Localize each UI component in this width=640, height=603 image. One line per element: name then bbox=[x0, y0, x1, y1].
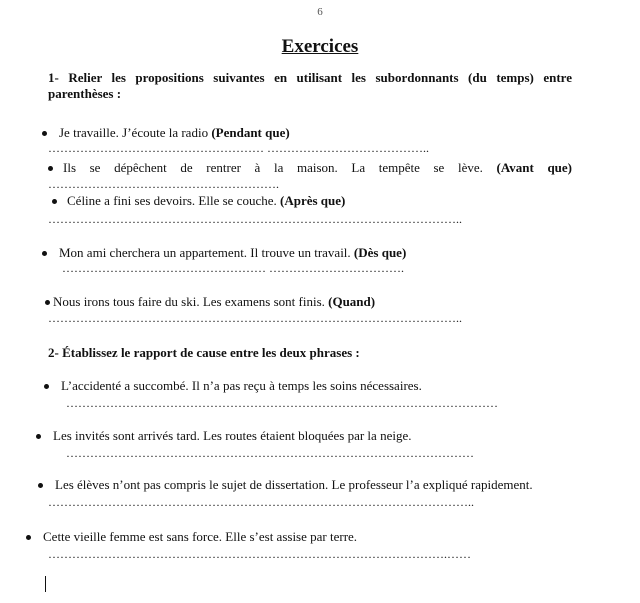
bullet-icon bbox=[36, 434, 41, 439]
section2-heading: 2- Établissez le rapport de cause entre les deux phrases : bbox=[48, 345, 360, 360]
exercise-item bbox=[26, 529, 357, 545]
exercise-sentence: Les invités sont arrivés tard. Les routes étaient bloquées par la neige. bbox=[53, 428, 412, 443]
exercise-sentence: Les élèves n’ont pas compris le sujet de dissertation. Le professeur l’a expliqué rapidement. bbox=[55, 477, 533, 492]
exercise-item bbox=[44, 378, 422, 394]
answer-line[interactable]: ……………………………………………………………………………………….…… bbox=[48, 548, 471, 560]
bullet-icon bbox=[26, 535, 31, 540]
exercise-sentence: Cette vieille femme est sans force. Elle s’est assise par terre. bbox=[43, 529, 358, 544]
exercise-sentence: Nous irons tous faire du ski. Les examens sont finis. bbox=[53, 294, 329, 309]
answer-line[interactable]: ……………………………………………… ………………………………….. bbox=[48, 142, 429, 154]
exercise-hint: (Avant que) bbox=[496, 160, 572, 175]
exercise-hint: (Dès que) bbox=[353, 245, 407, 260]
answer-line[interactable]: ………………………………………………………………………………………….. bbox=[48, 213, 462, 225]
exercise-item bbox=[42, 245, 406, 261]
bullet-icon bbox=[52, 199, 57, 204]
section1-heading-line2: parenthèses : bbox=[48, 86, 122, 101]
exercise-item bbox=[36, 428, 411, 444]
answer-line[interactable]: …………………………………………………. bbox=[48, 178, 279, 190]
bullet-icon bbox=[44, 384, 49, 389]
exercise-sentence: Mon ami cherchera un appartement. Il trouve un travail. bbox=[59, 245, 354, 260]
exercise-item bbox=[48, 160, 572, 176]
bullet-icon bbox=[42, 251, 47, 256]
exercise-hint: (Après que) bbox=[280, 193, 346, 208]
exercise-sentence: Ils se dépêchent de rentrer à la maison. La tempête se lève. bbox=[63, 160, 497, 175]
exercise-hint: (Pendant que) bbox=[211, 125, 290, 140]
answer-line[interactable]: …………………………………………………………………………………………….. bbox=[48, 496, 474, 508]
exercise-sentence: L’accidenté a succombé. Il n’a pas reçu à temps les soins nécessaires. bbox=[61, 378, 422, 393]
bullet-icon bbox=[38, 483, 43, 488]
page-number: 6 bbox=[317, 6, 323, 18]
answer-line[interactable]: ………………………………………………………………………………………… bbox=[66, 447, 474, 459]
bullet-icon bbox=[48, 166, 53, 171]
answer-line[interactable]: …………………………………………… ……………………………. bbox=[62, 262, 404, 274]
bullet-icon bbox=[45, 300, 50, 305]
exercise-item bbox=[45, 294, 375, 310]
exercise-item bbox=[42, 125, 290, 141]
section1-heading-line1: 1- Relier les propositions suivantes en utilisant les subordonnants (du temps) entre bbox=[48, 70, 572, 85]
exercise-hint: (Quand) bbox=[328, 294, 376, 309]
text-cursor bbox=[45, 576, 46, 592]
exercise-sentence: Céline a fini ses devoirs. Elle se couche. bbox=[67, 193, 280, 208]
page-title: Exercices bbox=[281, 36, 359, 57]
answer-line[interactable]: ……………………………………………………………………………………………… bbox=[66, 397, 498, 409]
exercise-item bbox=[52, 193, 345, 209]
answer-line[interactable]: ………………………………………………………………………………………….. bbox=[48, 312, 462, 324]
bullet-icon bbox=[42, 131, 47, 136]
exercise-item bbox=[38, 477, 533, 493]
exercise-sentence: Je travaille. J’écoute la radio bbox=[59, 125, 212, 140]
